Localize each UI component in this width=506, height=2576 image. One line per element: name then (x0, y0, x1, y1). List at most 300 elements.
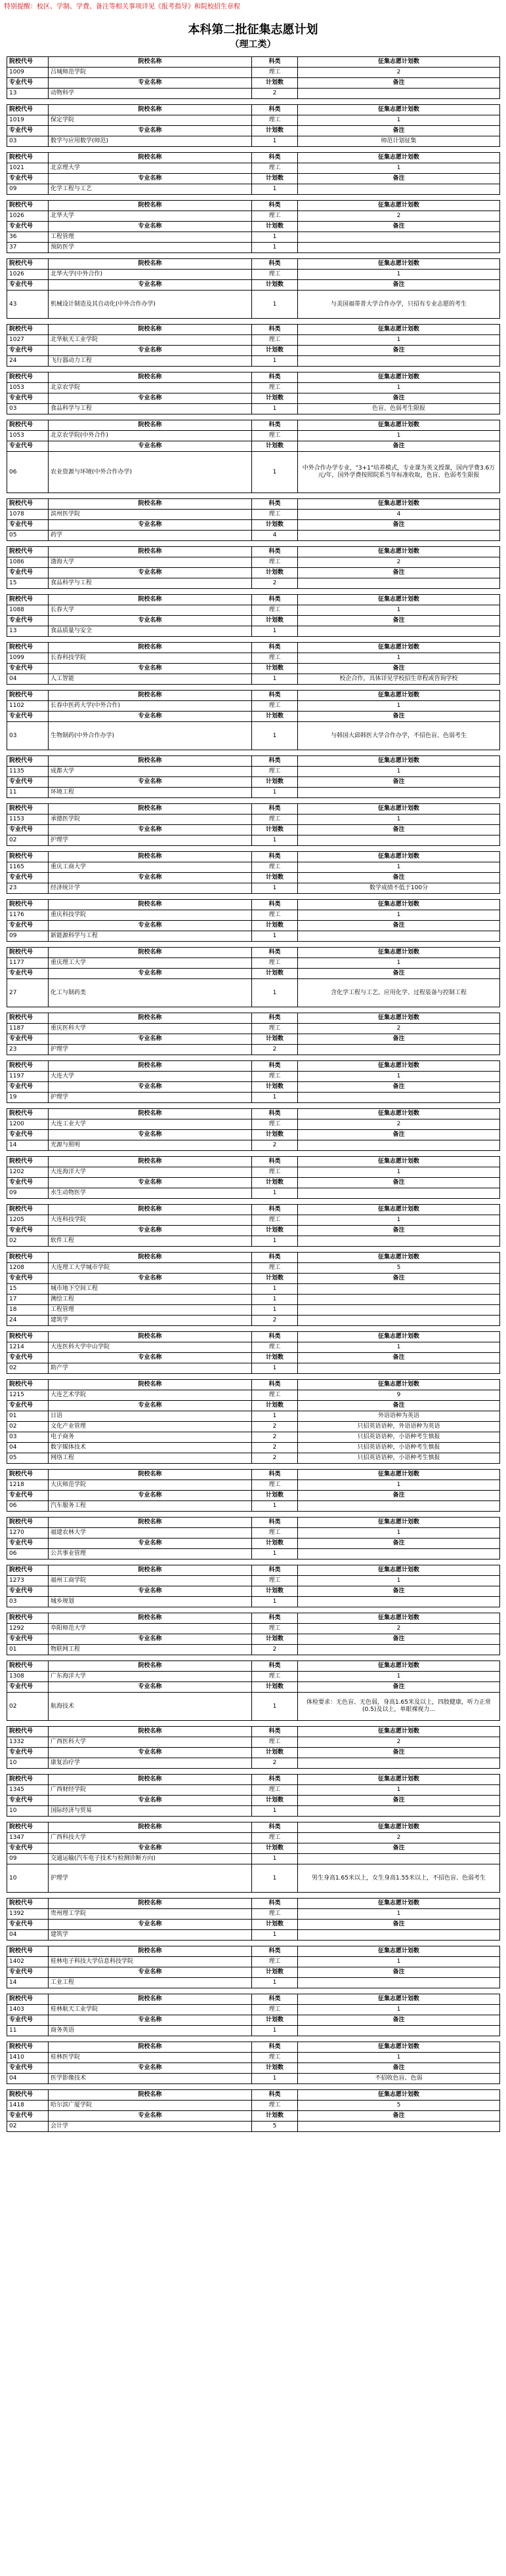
school-subject: 理工 (252, 1342, 298, 1353)
school-name: 广西财经学院 (49, 1785, 252, 1796)
major-code: 06 (7, 452, 49, 493)
school-subject: 理工 (252, 510, 298, 520)
school-code: 1418 (7, 2101, 49, 2111)
spacer-cell (7, 942, 500, 948)
plan-count-label: 计划数 (252, 280, 298, 291)
school-code: 1308 (7, 1672, 49, 1682)
major-remark (298, 1597, 500, 1607)
major-name-label: 专业名称 (49, 664, 252, 674)
school-code-label: 院校代号 (7, 325, 49, 335)
spacer-cell (7, 1988, 500, 1994)
plan-count-label: 计划数 (252, 2015, 298, 2026)
school-header-row (7, 105, 500, 115)
major-row (7, 2074, 500, 2084)
major-name-label: 专业名称 (49, 712, 252, 722)
major-header-row (7, 1796, 500, 1806)
section-spacer (7, 1769, 500, 1775)
major-name: 飞行器动力工程 (49, 356, 252, 367)
major-count: 1 (252, 1930, 298, 1941)
school-header-row (7, 1899, 500, 1909)
major-row (7, 2122, 500, 2132)
school-plan-label: 征集志愿计划数 (298, 1061, 500, 1072)
school-plan: 2 (298, 1024, 500, 1034)
school-header-row (7, 2090, 500, 2101)
school-code-label: 院校代号 (7, 1565, 49, 1576)
major-code-label: 专业代号 (7, 280, 49, 291)
major-name-label: 专业名称 (49, 280, 252, 291)
school-code: 1176 (7, 910, 49, 921)
section-spacer (7, 1055, 500, 1061)
section-spacer (7, 147, 500, 153)
school-name: 大连艺术学院 (49, 1390, 252, 1401)
school-name-label: 院校名称 (49, 372, 252, 383)
major-header-row (7, 777, 500, 788)
school-plan: 1 (298, 1480, 500, 1491)
school-plan-label: 征集志愿计划数 (298, 1332, 500, 1342)
plan-count-label: 计划数 (252, 1353, 298, 1363)
major-name-label: 专业名称 (49, 1226, 252, 1236)
major-count: 2 (252, 1432, 298, 1443)
major-name-label: 专业名称 (49, 1082, 252, 1093)
major-code-label: 专业代号 (7, 2015, 49, 2026)
spacer-cell (7, 1151, 500, 1157)
section-spacer (7, 1941, 500, 1946)
major-count: 1 (252, 1188, 298, 1199)
section-spacer (7, 493, 500, 499)
school-subject: 理工 (252, 383, 298, 393)
school-code: 1200 (7, 1119, 49, 1130)
school-plan: 2 (298, 68, 500, 78)
school-header-row (7, 900, 500, 910)
major-code-label: 专业代号 (7, 1796, 49, 1806)
major-row (7, 1930, 500, 1941)
school-name: 大连工业大学 (49, 1119, 252, 1130)
school-header-row (7, 2042, 500, 2053)
spacer-cell (7, 195, 500, 201)
school-plan-label: 征集志愿计划数 (298, 1013, 500, 1024)
major-remark (298, 1806, 500, 1817)
school-header-row (7, 1565, 500, 1576)
major-name-label: 专业名称 (49, 2063, 252, 2074)
section-spacer (7, 942, 500, 948)
major-name: 会计学 (49, 2122, 252, 2132)
major-header-row (7, 1034, 500, 1045)
major-header-row (7, 1682, 500, 1693)
school-name: 广东海洋大学 (49, 1672, 252, 1682)
school-plan: 1 (298, 862, 500, 873)
major-name: 食品科学与工程 (49, 404, 252, 414)
major-remark (298, 1854, 500, 1864)
school-code: 1027 (7, 335, 49, 346)
section-spacer (7, 1607, 500, 1613)
school-subject: 理工 (252, 1390, 298, 1401)
major-row (7, 136, 500, 147)
school-subject: 理工 (252, 163, 298, 174)
school-plan: 2 (298, 1737, 500, 1748)
section-spacer (7, 750, 500, 756)
school-row (7, 335, 500, 346)
school-code: 1088 (7, 605, 49, 616)
major-name: 建筑学 (49, 1930, 252, 1941)
subject-label: 科类 (252, 420, 298, 431)
school-subject: 理工 (252, 653, 298, 664)
school-name-label: 院校名称 (49, 1380, 252, 1390)
major-count: 1 (252, 1284, 298, 1295)
school-code: 1402 (7, 1957, 49, 1967)
school-name: 长春中医药大学(中外合作) (49, 701, 252, 712)
school-header-row (7, 153, 500, 163)
major-code: 02 (7, 1363, 49, 1374)
spacer-cell (7, 1721, 500, 1727)
major-row (7, 1443, 500, 1453)
major-name-label: 专业名称 (49, 921, 252, 931)
school-row (7, 1119, 500, 1130)
major-count: 1 (252, 1597, 298, 1607)
plan-count-label: 计划数 (252, 1586, 298, 1597)
major-header-row (7, 280, 500, 291)
major-remark: 含化学工程与工艺、应用化学、过程装备与控制工程 (298, 979, 500, 1007)
section-spacer (7, 1007, 500, 1013)
major-code-label: 专业代号 (7, 346, 49, 356)
notice-banner: 特别提醒：校区、学制、学费、备注等相关事项详见《报考指导》和院校招生章程 (4, 3, 240, 10)
school-row (7, 1737, 500, 1748)
school-code: 1270 (7, 1528, 49, 1539)
remark-label: 备注 (298, 1843, 500, 1854)
school-subject: 理工 (252, 1263, 298, 1274)
major-code-label: 专业代号 (7, 1353, 49, 1363)
school-row (7, 1480, 500, 1491)
school-name-label: 院校名称 (49, 900, 252, 910)
school-name: 重庆理工大学 (49, 958, 252, 969)
school-plan: 1 (298, 1167, 500, 1178)
spacer-cell (7, 1893, 500, 1899)
school-code: 1205 (7, 1215, 49, 1226)
major-remark: 只招英语语种，小语种考生慎报 (298, 1432, 500, 1443)
major-row (7, 1453, 500, 1464)
major-code: 15 (7, 578, 49, 589)
school-name: 贵州理工学院 (49, 1909, 252, 1920)
major-name: 工程管理 (49, 232, 252, 243)
school-plan: 1 (298, 605, 500, 616)
major-count: 2 (252, 1316, 298, 1326)
major-code-label: 专业代号 (7, 921, 49, 931)
school-plan: 2 (298, 1624, 500, 1634)
school-name: 重庆医科大学 (49, 1024, 252, 1034)
major-name: 经济统计学 (49, 883, 252, 894)
major-header-row (7, 568, 500, 578)
major-code: 01 (7, 1645, 49, 1655)
school-subject: 理工 (252, 1833, 298, 1843)
major-name: 电子商务 (49, 1432, 252, 1443)
major-count: 1 (252, 1854, 298, 1864)
major-count: 2 (252, 1453, 298, 1464)
school-plan-label: 征集志愿计划数 (298, 1946, 500, 1957)
school-plan: 1 (298, 910, 500, 921)
school-plan-label: 征集志愿计划数 (298, 900, 500, 910)
school-subject: 理工 (252, 115, 298, 126)
school-row (7, 557, 500, 568)
major-name-label: 专业名称 (49, 441, 252, 452)
major-count: 4 (252, 531, 298, 541)
school-header-row (7, 372, 500, 383)
major-remark (298, 1295, 500, 1305)
school-row (7, 2053, 500, 2063)
major-row (7, 931, 500, 942)
subject-label: 科类 (252, 1380, 298, 1390)
major-row (7, 1363, 500, 1374)
plan-count-label: 计划数 (252, 969, 298, 979)
major-remark (298, 89, 500, 99)
school-row (7, 510, 500, 520)
major-name: 预防医学 (49, 243, 252, 253)
major-count: 1 (252, 232, 298, 243)
school-name-label: 院校名称 (49, 499, 252, 510)
major-code: 24 (7, 356, 49, 367)
spacer-cell (7, 1560, 500, 1565)
school-subject: 理工 (252, 211, 298, 222)
school-name: 广西医科大学 (49, 1737, 252, 1748)
spacer-cell (7, 147, 500, 153)
section-spacer (7, 1464, 500, 1470)
school-plan-label: 征集志愿计划数 (298, 57, 500, 68)
major-name-label: 专业名称 (49, 174, 252, 184)
school-header-row (7, 756, 500, 767)
section-spacer (7, 589, 500, 595)
school-name: 北华大学 (49, 211, 252, 222)
subject-label: 科类 (252, 1727, 298, 1737)
subject-label: 科类 (252, 1518, 298, 1528)
major-remark: 与韩国大邱韩医大学合作办学，不招色盲、色弱考生 (298, 722, 500, 750)
major-row (7, 835, 500, 846)
school-code-label: 院校代号 (7, 1822, 49, 1833)
school-code: 1019 (7, 115, 49, 126)
major-header-row (7, 441, 500, 452)
major-code: 02 (7, 835, 49, 846)
subject-label: 科类 (252, 2042, 298, 2053)
school-code-label: 院校代号 (7, 2042, 49, 2053)
major-code: 03 (7, 404, 49, 414)
school-name: 北京农学院 (49, 383, 252, 393)
school-code-label: 院校代号 (7, 1727, 49, 1737)
plan-count-label: 计划数 (252, 777, 298, 788)
school-header-row (7, 1775, 500, 1785)
school-plan-label: 征集志愿计划数 (298, 372, 500, 383)
school-plan: 1 (298, 1215, 500, 1226)
major-code-label: 专业代号 (7, 568, 49, 578)
major-name: 物联网工程 (49, 1645, 252, 1655)
school-code-label: 院校代号 (7, 1205, 49, 1215)
major-header-row (7, 1634, 500, 1645)
spacer-cell (7, 367, 500, 372)
school-row (7, 270, 500, 280)
plan-table-body (7, 57, 500, 2138)
remark-label: 备注 (298, 1178, 500, 1188)
plan-count-label: 计划数 (252, 1274, 298, 1284)
school-code-label: 院校代号 (7, 1061, 49, 1072)
major-count: 1 (252, 674, 298, 685)
remark-label: 备注 (298, 520, 500, 531)
major-code-label: 专业代号 (7, 1274, 49, 1284)
school-name: 福州工商学院 (49, 1576, 252, 1586)
school-plan: 2 (298, 211, 500, 222)
major-header-row (7, 825, 500, 835)
page-title: 本科第二批征集志愿计划 (188, 23, 318, 37)
school-row (7, 1624, 500, 1634)
major-code: 37 (7, 243, 49, 253)
plan-count-label: 计划数 (252, 78, 298, 89)
school-code: 1197 (7, 1072, 49, 1082)
school-plan-label: 征集志愿计划数 (298, 852, 500, 862)
school-code-label: 院校代号 (7, 1157, 49, 1167)
major-count: 1 (252, 1411, 298, 1422)
section-spacer (7, 2132, 500, 2138)
major-code: 09 (7, 1188, 49, 1199)
school-plan: 4 (298, 510, 500, 520)
plan-count-label: 计划数 (252, 568, 298, 578)
section-spacer (7, 2036, 500, 2042)
major-code: 01 (7, 1411, 49, 1422)
school-subject: 理工 (252, 335, 298, 346)
school-code-label: 院校代号 (7, 1013, 49, 1024)
plan-count-label: 计划数 (252, 1748, 298, 1758)
school-name: 大连理工大学城市学院 (49, 1263, 252, 1274)
major-name-label: 专业名称 (49, 873, 252, 883)
major-code-label: 专业代号 (7, 78, 49, 89)
section-spacer (7, 2084, 500, 2090)
school-code: 1021 (7, 163, 49, 174)
school-name: 北华航天工业学院 (49, 335, 252, 346)
major-count: 1 (252, 788, 298, 798)
school-subject: 理工 (252, 1672, 298, 1682)
major-code-label: 专业代号 (7, 616, 49, 626)
school-header-row (7, 643, 500, 653)
major-remark (298, 2026, 500, 2036)
school-plan-label: 征集志愿计划数 (298, 153, 500, 163)
section-spacer (7, 1151, 500, 1157)
plan-count-label: 计划数 (252, 2111, 298, 2122)
school-name: 大庆师范学院 (49, 1480, 252, 1491)
school-code-label: 院校代号 (7, 259, 49, 270)
major-code-label: 专业代号 (7, 712, 49, 722)
remark-label: 备注 (298, 664, 500, 674)
spacer-cell (7, 1103, 500, 1109)
school-header-row (7, 1518, 500, 1528)
school-code: 1187 (7, 1024, 49, 1034)
major-name-label: 专业名称 (49, 1843, 252, 1854)
school-plan: 1 (298, 2053, 500, 2063)
school-name-label: 院校名称 (49, 325, 252, 335)
remark-label: 备注 (298, 1082, 500, 1093)
major-remark (298, 578, 500, 589)
major-name: 数学与应用数学(师范) (49, 136, 252, 147)
major-row (7, 1645, 500, 1655)
major-remark: 男生身高1.65米以上，女生身高1.55米以上，不招色盲、色弱考生 (298, 1864, 500, 1893)
subject-label: 科类 (252, 57, 298, 68)
subject-label: 科类 (252, 1822, 298, 1833)
plan-count-label: 计划数 (252, 1796, 298, 1806)
plan-count-label: 计划数 (252, 1539, 298, 1549)
school-plan-label: 征集志愿计划数 (298, 499, 500, 510)
subject-label: 科类 (252, 900, 298, 910)
school-row (7, 1672, 500, 1682)
school-code: 1403 (7, 2005, 49, 2015)
major-row (7, 1188, 500, 1199)
major-row (7, 788, 500, 798)
major-code-label: 专业代号 (7, 2063, 49, 2074)
subject-label: 科类 (252, 1157, 298, 1167)
major-row (7, 452, 500, 493)
major-header-row (7, 1178, 500, 1188)
school-plan: 2 (298, 1119, 500, 1130)
school-header-row (7, 1613, 500, 1624)
major-header-row (7, 1843, 500, 1854)
section-spacer (7, 1103, 500, 1109)
major-name: 环境工程 (49, 788, 252, 798)
remark-label: 备注 (298, 1491, 500, 1501)
school-code: 1102 (7, 701, 49, 712)
school-code: 1214 (7, 1342, 49, 1353)
subject-label: 科类 (252, 595, 298, 605)
school-header-row (7, 852, 500, 862)
school-plan-label: 征集志愿计划数 (298, 1157, 500, 1167)
remark-label: 备注 (298, 1353, 500, 1363)
section-spacer (7, 253, 500, 259)
remark-label: 备注 (298, 969, 500, 979)
major-name-label: 专业名称 (49, 1796, 252, 1806)
major-row (7, 1806, 500, 1817)
school-plan-label: 征集志愿计划数 (298, 1613, 500, 1624)
major-count: 1 (252, 243, 298, 253)
school-code: 1215 (7, 1390, 49, 1401)
school-subject: 理工 (252, 1528, 298, 1539)
spacer-cell (7, 1655, 500, 1661)
section-spacer (7, 1560, 500, 1565)
spacer-cell (7, 2084, 500, 2090)
major-count: 2 (252, 1443, 298, 1453)
major-code: 02 (7, 1422, 49, 1432)
major-remark (298, 1284, 500, 1295)
major-code-label: 专业代号 (7, 1634, 49, 1645)
school-row (7, 1024, 500, 1034)
remark-label: 备注 (298, 921, 500, 931)
school-plan: 1 (298, 163, 500, 174)
major-name: 护理学 (49, 835, 252, 846)
school-name-label: 院校名称 (49, 1613, 252, 1624)
major-code: 10 (7, 1806, 49, 1817)
school-plan: 9 (298, 1390, 500, 1401)
school-name: 重庆科技学院 (49, 910, 252, 921)
major-header-row (7, 1748, 500, 1758)
school-subject: 理工 (252, 557, 298, 568)
school-name-label: 院校名称 (49, 1661, 252, 1672)
school-plan: 1 (298, 1957, 500, 1967)
school-plan: 1 (298, 270, 500, 280)
major-code: 04 (7, 1930, 49, 1941)
school-name-label: 院校名称 (49, 1822, 252, 1833)
school-code-label: 院校代号 (7, 1661, 49, 1672)
major-name: 助产学 (49, 1363, 252, 1374)
major-name: 测绘工程 (49, 1295, 252, 1305)
major-name: 文化产业管理 (49, 1422, 252, 1432)
spacer-cell (7, 1817, 500, 1822)
school-plan: 1 (298, 383, 500, 393)
school-subject: 理工 (252, 701, 298, 712)
school-code: 1332 (7, 1737, 49, 1748)
remark-label: 备注 (298, 568, 500, 578)
school-code-label: 院校代号 (7, 153, 49, 163)
major-header-row (7, 1967, 500, 1978)
section-spacer (7, 637, 500, 643)
